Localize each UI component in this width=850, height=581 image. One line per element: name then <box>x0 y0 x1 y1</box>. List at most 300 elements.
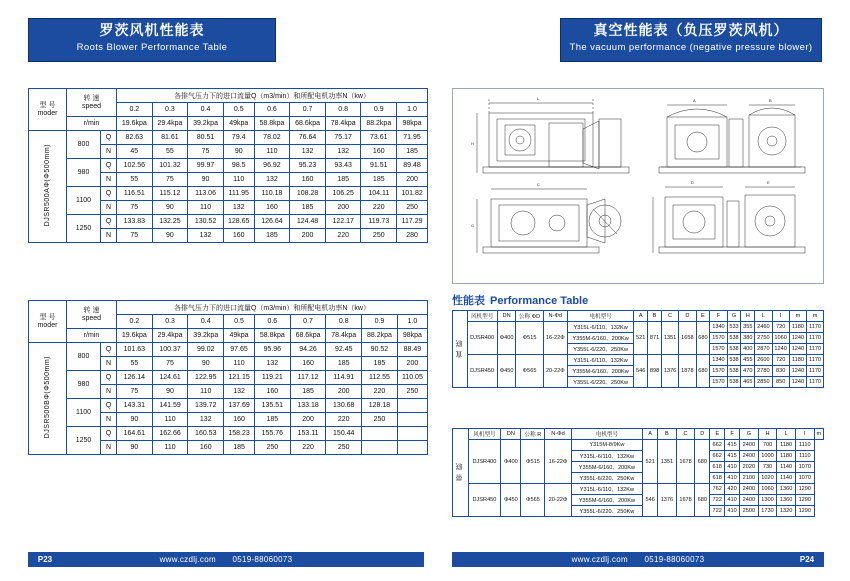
cell-q: 113.06 <box>188 187 224 201</box>
cell-q: 108.28 <box>290 187 326 201</box>
header-pressure-bar: 0.6 <box>254 315 290 329</box>
spec-dim: 1240 <box>789 344 806 355</box>
cell-n: 200 <box>290 413 326 427</box>
spec-dim: 1170 <box>807 377 824 388</box>
spec-dim: 2750 <box>755 333 772 344</box>
cell-n: 185 <box>326 357 362 371</box>
row-label-q: Q <box>101 187 117 201</box>
spec-dim: 722 <box>710 506 725 517</box>
spec-model: DJSR400 <box>468 440 501 484</box>
cell-q: 78.02 <box>254 131 290 145</box>
cell-q: 101.82 <box>397 187 428 201</box>
spec-header-cell: C <box>661 311 678 322</box>
cell-n: 185 <box>397 145 428 159</box>
spec-dn: Φ450 <box>497 355 516 388</box>
spec-b: 1376 <box>658 484 677 517</box>
cell-q: 130.52 <box>188 215 224 229</box>
table-row <box>29 399 428 413</box>
speed-value: 980 <box>67 159 101 187</box>
header-pressure-bar: 0.8 <box>325 103 361 117</box>
spec-dim: 1570 <box>710 344 727 355</box>
footer-left-phone: 0519-88060073 <box>232 555 293 564</box>
speed-value: 1250 <box>67 215 101 243</box>
header-right-title-cn: 真空性能表（负压罗茨风机） <box>593 23 789 39</box>
technical-drawing-panel <box>452 88 824 284</box>
spec-d: Φ565 <box>521 484 545 517</box>
cell-n: 110 <box>224 357 255 371</box>
cell-n: 90 <box>117 413 153 427</box>
cell-n: 132 <box>290 145 326 159</box>
spec-header-cell: 公称 R <box>521 429 545 440</box>
blower-outline-drawing <box>453 89 823 283</box>
cell-q: 115.12 <box>152 187 188 201</box>
spec-side-label: 直 联 <box>453 311 468 388</box>
cell-q: 92.45 <box>326 343 362 357</box>
spec-a: 521 <box>634 322 648 355</box>
cell-n: 90 <box>152 201 188 215</box>
cell-q: 126.64 <box>254 215 290 229</box>
cell-n: 132 <box>325 145 361 159</box>
table-row <box>29 215 428 229</box>
header-left <box>28 18 276 62</box>
spec-dim: 762 <box>710 484 725 495</box>
spec-dim: 465 <box>741 377 755 388</box>
spec-dim: 662 <box>710 440 725 451</box>
cell-n: 250 <box>362 413 398 427</box>
spec-dim: 1170 <box>807 366 824 377</box>
spec-dim: 1360 <box>777 484 796 495</box>
cell-q: 128.18 <box>362 399 398 413</box>
row-label-n: N <box>101 173 117 187</box>
cell-n: 200 <box>325 201 361 215</box>
cell-q: 79.4 <box>223 131 254 145</box>
cell-q: 116.51 <box>117 187 153 201</box>
header-pressure-bar: 0.9 <box>362 315 398 329</box>
cell-n: 250 <box>326 441 362 455</box>
cell-n: 90 <box>223 145 254 159</box>
spec-dim: 2100 <box>740 473 759 484</box>
cell-q: 150.44 <box>326 427 362 441</box>
cell-n: 110 <box>188 385 224 399</box>
cell-q: 90.52 <box>362 343 398 357</box>
spec-dim: 538 <box>727 355 741 366</box>
spec-header-cell: F <box>725 429 740 440</box>
header-pressure-kpa: 58.8kpa <box>254 117 290 131</box>
spec-dim: 2850 <box>755 377 772 388</box>
cell-q: 91.51 <box>361 159 397 173</box>
header-speed: 转 速 speed <box>67 301 117 329</box>
cell-n: 200 <box>326 385 362 399</box>
header-pressure-bar: 0.7 <box>290 315 326 329</box>
spec-dim: 1290 <box>795 506 814 517</box>
cell-q: 135.51 <box>254 399 290 413</box>
row-label-n: N <box>101 229 117 243</box>
cell-n: 132 <box>188 229 224 243</box>
table-header-row <box>29 89 428 103</box>
spec-model: DJSR400 <box>467 322 497 355</box>
header-pressure-kpa: 19.6kpa <box>117 117 153 131</box>
row-label-n: N <box>101 441 117 455</box>
speed-value: 1100 <box>67 399 101 427</box>
row-label-q: Q <box>101 399 117 413</box>
spec-dim: 380 <box>741 333 755 344</box>
spec-header-cell: D <box>695 429 710 440</box>
spec-dim: 830 <box>772 366 789 377</box>
header-pressure-bar: 0.7 <box>290 103 326 117</box>
performance-table-2 <box>28 300 428 455</box>
header-pressure-bar: 0.3 <box>152 103 188 117</box>
header-pressure-kpa: 98kpa <box>397 117 428 131</box>
spec-dim: 2500 <box>740 506 759 517</box>
header-pressure-bar: 0.8 <box>326 315 362 329</box>
cell-n: 160 <box>290 173 326 187</box>
perf-table <box>28 300 428 455</box>
spec-dim: 410 <box>725 495 740 506</box>
spec-e: 680 <box>696 322 710 355</box>
spec-b: 898 <box>648 355 662 388</box>
performance-section-title-en: Performance Table <box>490 295 589 307</box>
cell-q: 98.5 <box>223 159 254 173</box>
model-label: DJSR500AΦ(Φ500mm) <box>29 131 67 243</box>
cell-q: 95.23 <box>290 159 326 173</box>
cell-n: 90 <box>152 385 188 399</box>
cell-q: 124.48 <box>290 215 326 229</box>
spec-a: 521 <box>643 440 658 484</box>
spec-header-cell: F <box>710 311 727 322</box>
table-header-row <box>29 329 428 343</box>
spec-dim: 1170 <box>807 355 824 366</box>
spec-dim: 1170 <box>807 344 824 355</box>
table-row <box>29 159 428 173</box>
row-label-q: Q <box>101 159 117 173</box>
header-pressure-kpa: 78.4kpa <box>325 117 361 131</box>
table-row <box>29 343 428 357</box>
row-label-q: Q <box>101 131 117 145</box>
cell-n: 75 <box>152 173 188 187</box>
spec-dim: 400 <box>741 344 755 355</box>
cell-n: 90 <box>117 441 153 455</box>
cell-n: 160 <box>290 357 326 371</box>
cell-n: 280 <box>397 229 428 243</box>
cell-q: 99.02 <box>188 343 224 357</box>
spec-header-cell: L <box>777 429 796 440</box>
spec-header-cell: 公称 ΦD <box>516 311 543 322</box>
cell-n: 160 <box>254 385 290 399</box>
spec-dim: 2460 <box>755 322 772 333</box>
spec-motor-model: Y355L-6/220、250Kw <box>571 473 643 484</box>
cell-n: 220 <box>361 201 397 215</box>
spec-nd: 16-22Φ <box>545 440 571 484</box>
spec-dn: Φ400 <box>497 322 516 355</box>
spec-header-cell: N-Φd <box>543 311 567 322</box>
header-pressure-kpa: 58.8kpa <box>254 329 290 343</box>
spec-header-cell: 风机型号 <box>468 429 501 440</box>
spec-dim: 2400 <box>740 451 759 462</box>
cell-q: 117.29 <box>397 215 428 229</box>
spec-motor-model: Y315M-8/9Kw <box>571 440 643 451</box>
header-pressure-bar: 0.4 <box>188 315 224 329</box>
cell-n: 250 <box>397 201 428 215</box>
cell-q: 117.12 <box>290 371 326 385</box>
table-header-row <box>453 429 824 440</box>
spec-motor-model: Y355M-6/160、200Kw <box>567 333 633 344</box>
cell-n: 185 <box>290 385 326 399</box>
spec-dim: 1240 <box>789 333 806 344</box>
svg-text:L: L <box>537 96 540 101</box>
cell-q: 143.31 <box>117 399 153 413</box>
cell-q <box>362 427 398 441</box>
header-pressure-bar: 0.2 <box>117 103 153 117</box>
cell-q: 99.97 <box>188 159 224 173</box>
spec-dim: 1340 <box>710 355 727 366</box>
cell-n: 132 <box>224 385 255 399</box>
footer-right-website[interactable]: www.czdlj.com <box>571 555 628 564</box>
row-label-n: N <box>101 201 117 215</box>
spec-dim: 850 <box>772 377 789 388</box>
header-pressure-kpa: 88.2kpa <box>362 329 398 343</box>
spec-motor-model: Y315L-6/110、132Kw <box>567 355 633 366</box>
spec-dim: 1000 <box>758 451 777 462</box>
table-header-row <box>453 311 824 322</box>
cell-n <box>362 441 398 455</box>
row-label-n: N <box>101 357 117 371</box>
cell-q: 132.25 <box>152 215 188 229</box>
svg-text:H: H <box>471 141 474 146</box>
header-pressure-kpa: 78.4kpa <box>326 329 362 343</box>
header-group: 各排气压力下的进口流量Q（m3/min）和所配电机功率N（kw） <box>117 301 428 315</box>
header-left-title-cn: 罗茨风机性能表 <box>99 23 205 39</box>
cell-n: 55 <box>117 357 153 371</box>
cell-n: 75 <box>152 357 188 371</box>
perf-table <box>28 88 428 243</box>
svg-text:B: B <box>769 98 772 103</box>
footer-left <box>28 552 424 567</box>
header-pressure-bar: 0.6 <box>254 103 290 117</box>
header-pressure-bar: 0.3 <box>152 315 188 329</box>
cell-n: 132 <box>188 413 224 427</box>
speed-value: 1250 <box>67 427 101 455</box>
spec-dim: 1290 <box>795 484 814 495</box>
cell-q: 133.83 <box>117 215 153 229</box>
spec-header-cell: E <box>696 311 710 322</box>
row-label-q: Q <box>101 427 117 441</box>
table-header-row <box>29 117 428 131</box>
cell-n: 45 <box>117 145 153 159</box>
header-pressure-kpa: 19.6kpa <box>117 329 153 343</box>
header-pressure-bar: 1.0 <box>397 315 427 329</box>
spec-dim: 415 <box>725 451 740 462</box>
spec-dim: 1240 <box>789 377 806 388</box>
spec-c: 1351 <box>661 322 678 355</box>
table-row <box>29 371 428 385</box>
header-pressure-kpa: 88.2kpa <box>361 117 397 131</box>
spec-dim: 410 <box>725 473 740 484</box>
cell-q: 153.11 <box>290 427 326 441</box>
header-pressure-kpa: 49kpa <box>224 329 255 343</box>
cell-q: 82.63 <box>117 131 153 145</box>
footer-right <box>452 552 824 567</box>
spec-dim: 1180 <box>789 355 806 366</box>
spec-d: Φ515 <box>521 440 545 484</box>
row-label-q: Q <box>101 371 117 385</box>
cell-q: 158.23 <box>224 427 255 441</box>
page-number-left: P23 <box>37 555 53 564</box>
cell-q: 94.26 <box>290 343 326 357</box>
speed-value: 800 <box>67 131 101 159</box>
svg-text:A: A <box>693 98 696 103</box>
cell-q: 164.61 <box>117 427 153 441</box>
cell-q: 160.53 <box>188 427 224 441</box>
cell-n: 110 <box>188 201 224 215</box>
spec-nd: 20-22Φ <box>545 484 571 517</box>
spec-dim: 1570 <box>710 333 727 344</box>
cell-n: 185 <box>290 201 326 215</box>
spec-dim: 420 <box>725 484 740 495</box>
header-pressure-bar: 0.5 <box>223 103 254 117</box>
header-speed-unit: r/min <box>67 329 117 343</box>
cell-q: 80.51 <box>188 131 224 145</box>
header-right <box>560 18 822 62</box>
performance-table-1 <box>28 88 428 243</box>
cell-n: 132 <box>254 173 290 187</box>
spec-dim: 2780 <box>755 366 772 377</box>
spec-motor-model: Y315L-6/110、132Kw <box>571 484 643 495</box>
spec-header-cell: A <box>643 429 658 440</box>
cell-n: 75 <box>117 201 153 215</box>
spec-dim: 1140 <box>777 473 796 484</box>
spec-dim: 1070 <box>795 473 814 484</box>
header-right-title-en: The vacuum performance (negative pressure blower) <box>569 42 813 53</box>
cell-n: 185 <box>224 441 255 455</box>
header-pressure-kpa: 29.4kpa <box>152 117 188 131</box>
table-row <box>29 131 428 145</box>
cell-q: 73.61 <box>361 131 397 145</box>
spec-dim: 1180 <box>777 440 796 451</box>
cell-q: 106.25 <box>325 187 361 201</box>
spec-header-cell: G <box>727 311 741 322</box>
spec-c: 1678 <box>676 484 695 517</box>
spec-dim: 1060 <box>772 333 789 344</box>
spec-dim: 1170 <box>807 322 824 333</box>
cell-q <box>397 399 427 413</box>
header-pressure-kpa: 39.2kpa <box>188 117 224 131</box>
spec-motor-model: Y315L-6/110、132Kw <box>571 451 643 462</box>
table-row <box>453 484 824 495</box>
cell-n: 55 <box>152 145 188 159</box>
cell-n: 185 <box>254 229 290 243</box>
cell-n: 160 <box>254 201 290 215</box>
spec-header-cell: L <box>755 311 772 322</box>
spec-table-belt <box>452 428 824 517</box>
spec-header-cell: DN <box>497 311 516 322</box>
cell-q: 119.73 <box>361 215 397 229</box>
cell-q: 122.17 <box>325 215 361 229</box>
spec-dim: 618 <box>710 462 725 473</box>
spec-dim: 1180 <box>777 451 796 462</box>
spec-dim: 2600 <box>755 355 772 366</box>
header-pressure-bar: 1.0 <box>397 103 428 117</box>
spec-dim: 1240 <box>789 366 806 377</box>
spec-header-cell: m <box>814 429 823 440</box>
spec-header-cell: C <box>676 429 695 440</box>
header-group: 各排气压力下的进口流量Q（m3/min）和所配电机功率N（kw） <box>117 89 428 103</box>
cell-n: 220 <box>325 229 361 243</box>
cell-n: 110 <box>254 145 290 159</box>
spec-nd: 16-22Φ <box>543 322 567 355</box>
model-label: DJSR500BΦ(Φ500mm) <box>29 343 67 455</box>
spec-header-cell: 电机型号 <box>571 429 643 440</box>
row-label-q: Q <box>101 215 117 229</box>
header-model: 型 号 moder <box>29 89 67 131</box>
header-model: 型 号 moder <box>29 301 67 343</box>
row-label-n: N <box>101 413 117 427</box>
cell-q: 75.17 <box>325 131 361 145</box>
cell-n: 220 <box>362 385 398 399</box>
header-pressure-kpa: 49kpa <box>223 117 254 131</box>
spec-e: 680 <box>695 440 710 484</box>
spec-dim: 1360 <box>777 495 796 506</box>
spec-motor-model: Y355M-6/160、200Kw <box>571 495 643 506</box>
spec-motor-model: Y355M-6/160、200Kw <box>571 462 643 473</box>
footer-left-website[interactable]: www.czdlj.com <box>159 555 216 564</box>
speed-value: 800 <box>67 343 101 371</box>
cell-n: 110 <box>223 173 254 187</box>
spec-d2: 1658 <box>679 322 696 355</box>
cell-q: 93.43 <box>325 159 361 173</box>
spec-dim: 1570 <box>710 377 727 388</box>
spec-dn: Φ400 <box>501 440 521 484</box>
table-row <box>29 427 428 441</box>
spec-dim: 1290 <box>795 495 814 506</box>
spec-dim: 2400 <box>740 495 759 506</box>
spec-header-cell: A <box>634 311 648 322</box>
spec-dim: 1070 <box>795 462 814 473</box>
spec-header-cell: m <box>807 311 824 322</box>
spec-table <box>452 428 824 517</box>
spec-dn: Φ450 <box>501 484 521 517</box>
cell-q: 102.56 <box>117 159 153 173</box>
cell-n: 200 <box>290 229 326 243</box>
spec-dim: 410 <box>725 506 740 517</box>
cell-n: 160 <box>223 229 254 243</box>
cell-q: 101.63 <box>117 343 153 357</box>
spec-c: 1376 <box>661 355 678 388</box>
speed-value: 980 <box>67 371 101 399</box>
header-pressure-kpa: 39.2kpa <box>188 329 224 343</box>
spec-header-cell: B <box>658 429 677 440</box>
spec-header-cell: I <box>772 311 789 322</box>
spec-a: 546 <box>634 355 648 388</box>
spec-dim: 2870 <box>755 344 772 355</box>
cell-q: 137.69 <box>224 399 255 413</box>
cell-n: 75 <box>188 145 224 159</box>
cell-n: 90 <box>188 173 224 187</box>
cell-q: 110.18 <box>254 187 290 201</box>
cell-n <box>397 441 427 455</box>
spec-side-label: 帯 联 <box>453 429 469 517</box>
header-pressure-bar: 0.2 <box>117 315 153 329</box>
spec-dim: 1110 <box>795 440 814 451</box>
spec-dim: 1320 <box>777 506 796 517</box>
header-pressure-kpa: 68.6kpa <box>290 117 326 131</box>
cell-q: 81.61 <box>152 131 188 145</box>
svg-text:G: G <box>471 223 475 228</box>
spec-dim: 415 <box>725 440 740 451</box>
cell-n: 55 <box>117 173 153 187</box>
spec-dim: 2400 <box>740 440 759 451</box>
cell-n <box>397 413 427 427</box>
cell-n: 90 <box>152 229 188 243</box>
